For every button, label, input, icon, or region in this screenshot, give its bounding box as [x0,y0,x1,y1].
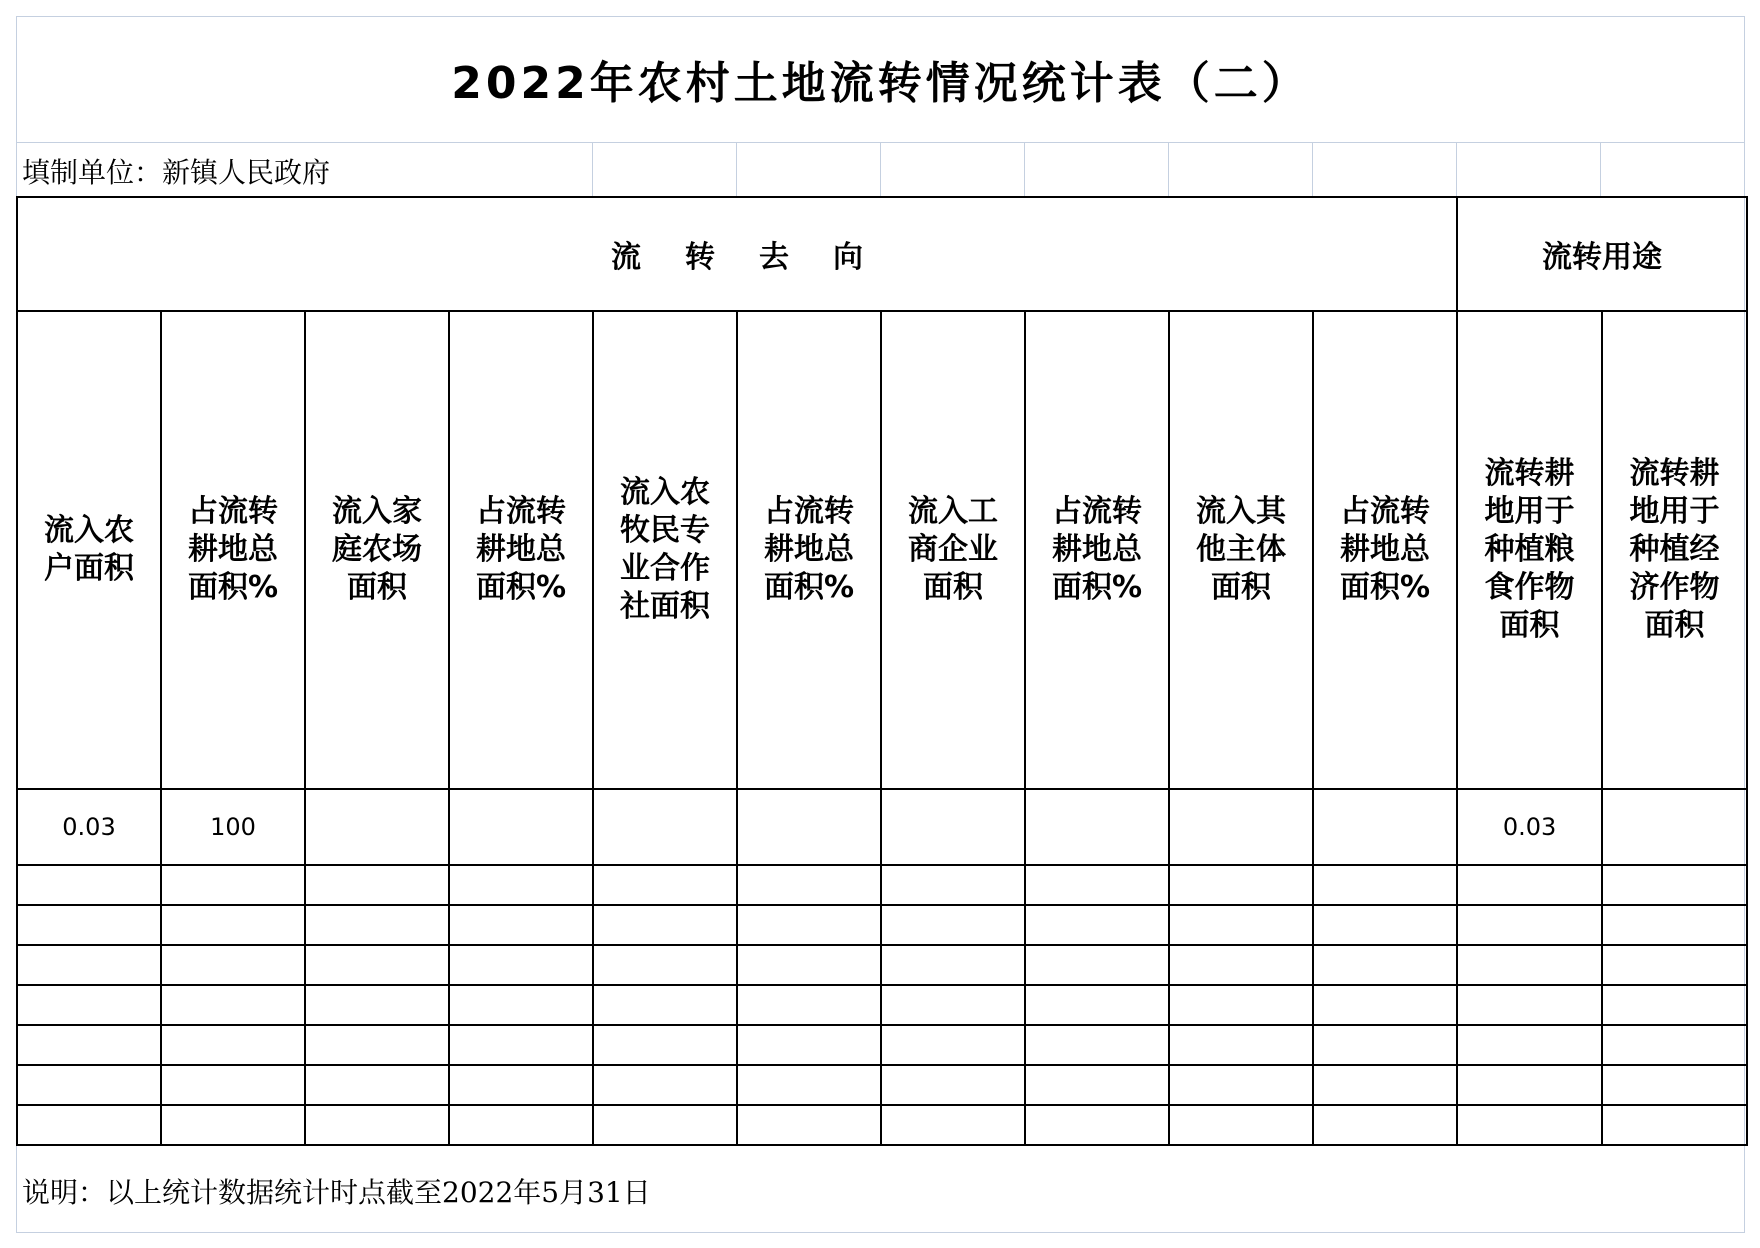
table-cell[interactable] [737,1065,881,1105]
table-cell[interactable] [1457,1105,1602,1145]
table-cell[interactable] [1025,1065,1169,1105]
group-header-char: 流 [611,240,642,275]
table-row-empty [17,1065,1747,1105]
col-header [1602,311,1747,789]
table-cell[interactable] [881,905,1025,945]
gridline [1024,142,1025,196]
table-cell[interactable] [881,945,1025,985]
table-row-empty [17,1025,1747,1065]
col-header [593,311,737,789]
table-cell[interactable] [1602,1025,1747,1065]
table-cell[interactable] [1025,1025,1169,1065]
table-cell[interactable] [1457,905,1602,945]
table-cell[interactable] [161,1105,305,1145]
page-title: 2022年农村土地流转情况统计表（二） [451,58,1310,109]
table-cell[interactable] [449,789,593,865]
table-cell[interactable] [449,945,593,985]
col-header-label: 占流转耕地总面积% [1339,494,1431,605]
table-cell[interactable] [1169,945,1313,985]
table-cell[interactable] [161,945,305,985]
table-cell[interactable] [161,865,305,905]
col-header-label: 流入其他主体面积 [1196,494,1286,605]
table-cell[interactable] [593,985,737,1025]
group-header-destination [17,197,1457,311]
table-cell[interactable] [593,1025,737,1065]
table-cell[interactable]: 0.03 [1457,789,1602,865]
table-cell[interactable] [1457,985,1602,1025]
table-cell[interactable] [17,1105,161,1145]
col-header [1025,311,1169,789]
col-header-label: 占流转耕地总面积% [187,494,279,605]
footnote: 说明：以上统计数据统计时点截至2022年5月31日 [22,1176,651,1209]
gridline [736,142,737,196]
table-cell[interactable] [17,985,161,1025]
table-cell[interactable] [881,1065,1025,1105]
table-cell[interactable] [881,865,1025,905]
table-cell[interactable] [161,905,305,945]
table-cell[interactable] [17,905,161,945]
table-cell[interactable] [449,985,593,1025]
table-cell[interactable] [305,789,449,865]
table-cell[interactable] [1169,865,1313,905]
table-cell[interactable] [737,1025,881,1065]
col-header-label: 流转耕地用于种植粮食作物面积 [1484,456,1575,643]
table-cell[interactable] [1313,1065,1457,1105]
table-cell[interactable] [449,1025,593,1065]
table-cell[interactable] [593,905,737,945]
table-row-empty [17,985,1747,1025]
table-cell[interactable] [881,1105,1025,1145]
table-cell[interactable] [593,865,737,905]
col-header-label: 占流转耕地总面积% [1051,494,1143,605]
table-cell[interactable] [737,789,881,865]
col-header-label: 占流转耕地总面积% [763,494,855,605]
table-cell[interactable] [1169,1065,1313,1105]
table-cell[interactable] [881,789,1025,865]
table-cell[interactable] [305,985,449,1025]
table-cell[interactable] [17,1065,161,1105]
table-cell[interactable]: 0.03 [17,789,161,865]
group-header-row [17,197,1747,311]
table-cell[interactable] [737,1105,881,1145]
table-cell[interactable] [17,945,161,985]
col-header-label: 流入工商企业面积 [908,494,998,605]
col-header [1457,311,1602,789]
table-cell[interactable] [449,1065,593,1105]
table-row-empty [17,865,1747,905]
table-cell[interactable] [305,1105,449,1145]
table-cell[interactable] [1025,789,1169,865]
col-header [881,311,1025,789]
table-cell[interactable] [1313,789,1457,865]
table-cell[interactable] [1169,1025,1313,1065]
table-cell[interactable] [1457,865,1602,905]
table-cell[interactable] [1313,1025,1457,1065]
table-cell[interactable] [1457,1065,1602,1105]
table-cell[interactable] [1169,905,1313,945]
table-cell[interactable] [305,1025,449,1065]
table-cell[interactable] [305,865,449,905]
table-cell[interactable] [305,1065,449,1105]
table-cell[interactable] [161,985,305,1025]
group-header-usage: 流转用途 [1457,197,1747,311]
gridline [16,1232,1745,1233]
column-header-row [17,311,1747,789]
table-cell[interactable] [17,865,161,905]
table-cell[interactable] [737,905,881,945]
table-cell[interactable] [1169,1105,1313,1145]
table-cell[interactable] [449,905,593,945]
table-cell[interactable] [1602,945,1747,985]
reporting-unit: 填制单位：新镇人民政府 [22,156,331,189]
table-cell[interactable] [1025,985,1169,1025]
table-cell[interactable] [1602,985,1747,1025]
table-cell[interactable] [17,1025,161,1065]
table-row [17,789,1747,865]
table-cell[interactable] [1313,945,1457,985]
col-header-label: 流入农户面积 [44,513,134,586]
table-cell[interactable] [1313,985,1457,1025]
table-cell[interactable] [737,945,881,985]
col-header [305,311,449,789]
statistics-table [16,196,1748,1146]
table-cell[interactable] [1602,865,1747,905]
table-cell[interactable] [1457,1025,1602,1065]
gridline [1168,142,1169,196]
table-cell[interactable] [305,945,449,985]
table-row-empty [17,945,1747,985]
table-cell[interactable] [1313,865,1457,905]
col-header [449,311,593,789]
table-cell[interactable] [593,1105,737,1145]
gridline [1600,142,1601,196]
gridline [880,142,881,196]
table-cell[interactable] [1025,1105,1169,1145]
col-header [1313,311,1457,789]
table-cell[interactable] [1602,789,1747,865]
table-cell[interactable] [1025,865,1169,905]
table-cell[interactable] [1313,1105,1457,1145]
table-cell[interactable] [1025,945,1169,985]
table-cell[interactable] [161,1025,305,1065]
col-header-label: 占流转耕地总面积% [475,494,567,605]
col-header-label: 流转耕地用于种植经济作物面积 [1629,456,1720,643]
col-header [737,311,881,789]
gridline [1312,142,1313,196]
group-header-char: 转 [685,240,716,275]
gridline [592,142,593,196]
group-header-char: 向 [833,240,864,275]
col-header [17,311,161,789]
gridline [1456,142,1457,196]
table-cell[interactable] [1169,985,1313,1025]
table-cell[interactable] [881,1025,1025,1065]
table-cell[interactable] [305,905,449,945]
table-cell[interactable]: 100 [161,789,305,865]
table-cell[interactable] [593,789,737,865]
table-cell[interactable] [1313,905,1457,945]
table-cell[interactable] [449,865,593,905]
table-cell[interactable] [593,945,737,985]
table-row-empty [17,905,1747,945]
table-row-empty [17,1105,1747,1145]
table-cell[interactable] [737,985,881,1025]
group-header-char: 去 [759,240,790,275]
table-cell[interactable] [1169,789,1313,865]
col-header-label: 流入农牧民专业合作社面积 [620,475,710,624]
col-header [1169,311,1313,789]
col-header-label: 流入家庭农场面积 [332,494,422,605]
col-header [161,311,305,789]
table-cell[interactable] [593,1065,737,1105]
table-cell[interactable] [1602,1105,1747,1145]
table-cell[interactable] [881,985,1025,1025]
table-cell[interactable] [737,865,881,905]
table-cell[interactable] [1602,905,1747,945]
table-cell[interactable] [1025,905,1169,945]
table-cell[interactable] [1457,945,1602,985]
table-cell[interactable] [449,1105,593,1145]
table-cell[interactable] [161,1065,305,1105]
table-cell[interactable] [1602,1065,1747,1105]
